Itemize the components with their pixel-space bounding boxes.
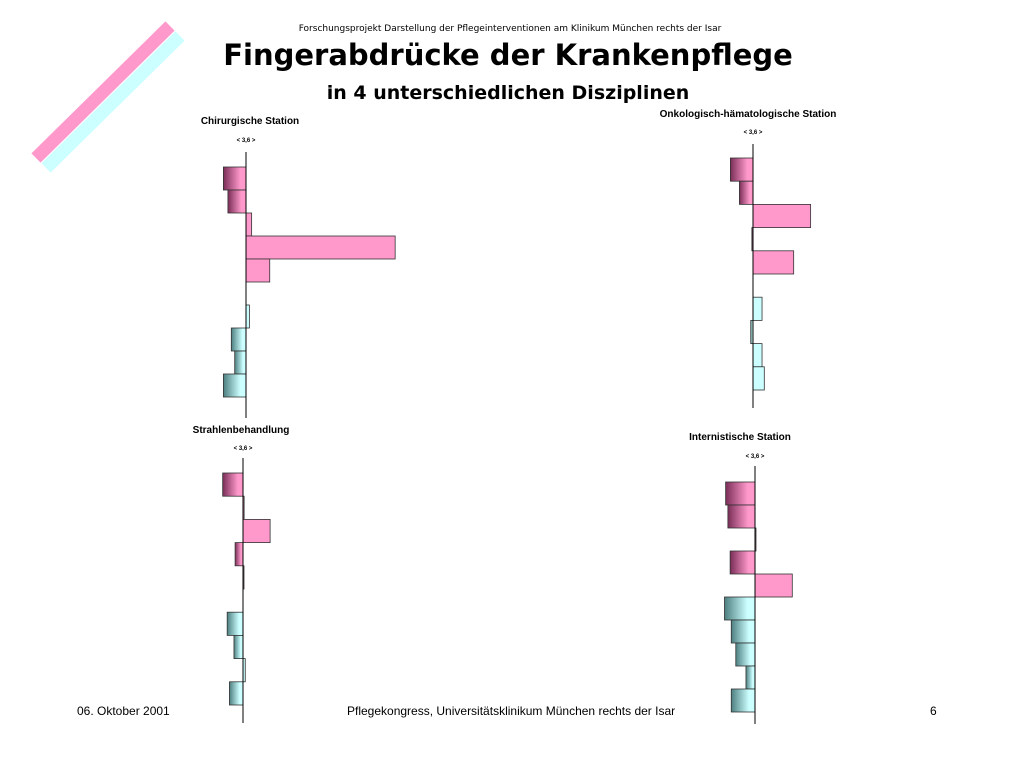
bar-pink-1 [728, 505, 755, 528]
bar-cyan-7 [736, 643, 755, 666]
bar-cyan-8 [753, 344, 762, 367]
page-title: Fingerabdrücke der Krankenpflege [223, 38, 793, 72]
bar-pink-0 [223, 167, 246, 190]
chart-title: Chirurgische Station [200, 116, 300, 127]
project-line: Forschungsprojekt Darstellung der Pflegeinterventionen am Klinikum München rechts der Isar [298, 24, 722, 34]
bar-cyan-9 [753, 367, 764, 390]
bar-cyan-9 [731, 689, 755, 712]
bar-pink-3 [246, 236, 395, 259]
bar-cyan-9 [229, 682, 243, 705]
bar-pink-0 [726, 482, 755, 505]
bar-cyan-8 [235, 351, 246, 374]
bar-pink-0 [730, 158, 753, 181]
footer-page-number: 6 [930, 704, 937, 718]
footer-conference: Pflegekongress, Universitätsklinikum München rechts der Isar [347, 704, 676, 718]
footer-date: 06. Oktober 2001 [77, 704, 170, 718]
bar-cyan-6 [227, 612, 243, 635]
bar-cyan-8 [746, 666, 755, 689]
bar-cyan-6 [753, 297, 762, 320]
bar-pink-1 [739, 181, 753, 204]
chart-title: Internistische Station [689, 432, 791, 443]
bar-pink-2 [753, 204, 811, 227]
axis-label: < 3,6 > [745, 454, 765, 460]
chart-title: Onkologisch-hämatologische Station [659, 109, 837, 120]
page-subtitle: in 4 unterschiedlichen Disziplinen [326, 82, 690, 104]
bar-cyan-7 [231, 328, 246, 351]
bar-pink-4 [753, 251, 794, 274]
axis-label: < 3,6 > [233, 446, 253, 452]
bar-cyan-6 [731, 620, 755, 643]
bar-pink-3 [730, 551, 755, 574]
bar-cyan-7 [234, 635, 243, 658]
axis-label: < 3,6 > [743, 130, 763, 136]
bar-cyan-5 [724, 597, 755, 620]
chart-onkologisch-haematologische-station [640, 104, 880, 414]
chart-internistische-station [650, 428, 870, 725]
bar-pink-4 [246, 259, 270, 282]
axis-label: < 3,6 > [236, 138, 256, 144]
bar-cyan-6 [246, 305, 249, 328]
bar-pink-4 [755, 574, 792, 597]
chart-title: Strahlenbehandlung [192, 425, 290, 436]
bar-pink-0 [223, 473, 243, 496]
bar-cyan-9 [223, 374, 246, 397]
bar-pink-2 [243, 519, 270, 542]
bar-pink-3 [235, 543, 243, 566]
chart-chirurgische-station [160, 110, 420, 420]
bar-pink-1 [228, 190, 246, 213]
chart-strahlenbehandlung [160, 420, 360, 725]
bar-pink-2 [246, 213, 252, 236]
